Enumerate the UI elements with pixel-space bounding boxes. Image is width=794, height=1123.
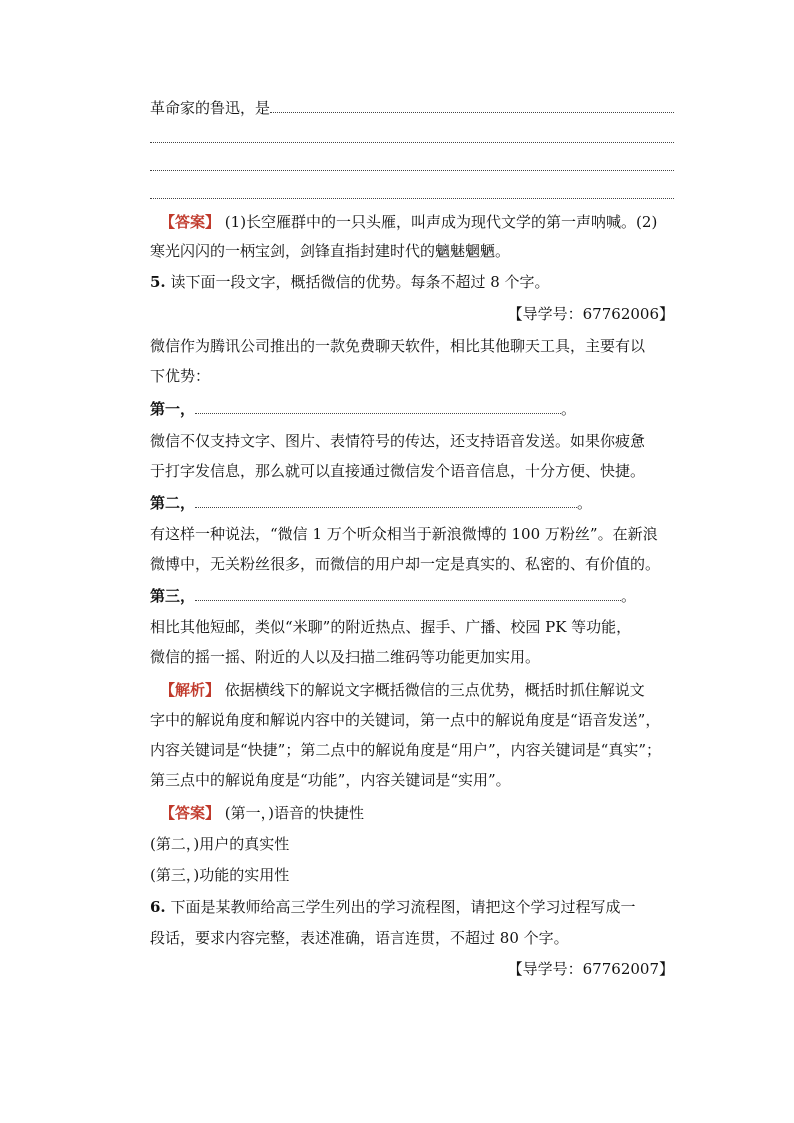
q5-para2-line-1: [150, 520, 676, 548]
answer-tag: 【答案】: [160, 213, 221, 231]
q5-para3-text-1: 相比其他短邮，类似“米聊”的附近热点、握手、广播、校园 PK 等功能，: [150, 618, 632, 636]
question-number: 6.: [150, 898, 166, 916]
q5-intro-text-2: 下优势：: [150, 367, 211, 385]
q4-tail-prefix: 革命家的鲁迅，是: [150, 99, 271, 117]
q5-intro-line-1: [150, 332, 676, 360]
q5-analysis-line-4: [150, 766, 676, 794]
q6-prompt-line-1: [150, 893, 676, 921]
q5-analysis-text-4: 第三点中的解说角度是“功能”，内容关键词是“实用”。: [150, 771, 511, 789]
q5-para3-line-2: [150, 643, 676, 671]
q5-analysis-text-3: 内容关键词是“快捷”；第二点中的解说角度是“用户”，内容关键词是“真实”；: [150, 741, 662, 759]
answer-blank-line[interactable]: [150, 170, 674, 171]
q5-answer-text-2: (第二，)用户的真实性: [150, 835, 290, 853]
answer-blank-line[interactable]: [150, 198, 674, 199]
q5-guide: [450, 300, 674, 328]
q4-answer-text-1: (1)长空雁群中的一只头雁，叫声成为现代文学的第一声呐喊。(2): [224, 213, 658, 231]
q5-answer-text-3: (第三，)功能的实用性: [150, 866, 290, 884]
question-number: 5.: [150, 273, 166, 291]
answer-tag: 【答案】: [160, 804, 221, 822]
third-label: 第三，: [150, 587, 196, 605]
q5-para2-text-1: 有这样一种说法，“微信 1 万个听众相当于新浪微博的 100 万粉丝”。在新浪: [150, 525, 658, 543]
q5-intro-text-1: 微信作为腾讯公司推出的一款免费聊天软件，相比其他聊天工具，主要有以: [150, 337, 646, 355]
q5-para1-line-1: [150, 427, 676, 455]
q5-para1-text-1: 微信不仅支持文字、图片、表情符号的传达，还支持语音发送。如果你疲惫: [150, 432, 646, 450]
q5-para2-line-2: [150, 550, 676, 578]
answer-blank[interactable]: [270, 98, 674, 113]
q4-answer-line-1: [160, 208, 686, 236]
second-label: 第二，: [150, 494, 196, 512]
q6-prompt-text-1: 下面是某教师给高三学生列出的学习流程图，请把这个学习过程写成一: [170, 898, 636, 916]
q4-answer-line-2: [150, 237, 676, 265]
q5-analysis-line-3: [150, 736, 676, 764]
first-label: 第一，: [150, 400, 196, 418]
answer-blank[interactable]: [195, 399, 561, 414]
q5-first-line: [150, 395, 676, 423]
q5-second-line: [150, 489, 676, 517]
guide-number: 【导学号：67762007】: [507, 960, 674, 978]
guide-number: 【导学号：67762006】: [507, 305, 674, 323]
q6-prompt-text-2: 段话，要求内容完整，表述准确，语言连贯，不超过 80 个字。: [150, 929, 569, 947]
answer-blank-line[interactable]: [150, 142, 674, 143]
q5-third-line: [150, 582, 676, 610]
answer-blank[interactable]: [195, 586, 621, 601]
q5-analysis-line-1: [160, 676, 686, 704]
q5-answer-line-2: [150, 830, 676, 858]
q5-para3-line-1: [150, 613, 676, 641]
q5-para1-text-2: 于打字发信息，那么就可以直接通过微信发个语音信息，十分方便、快捷。: [150, 462, 646, 480]
q5-analysis-text-2: 字中的解说角度和解说内容中的关键词，第一点中的解说角度是“语音发送”，: [150, 711, 661, 729]
q5-answer-line-3: [150, 861, 676, 889]
answer-blank[interactable]: [195, 493, 577, 508]
q5-analysis-line-2: [150, 706, 676, 734]
q5-prompt-line: [150, 268, 676, 296]
second-end: 。: [577, 494, 593, 512]
q5-para1-line-2: [150, 457, 676, 485]
q5-prompt: 读下面一段文字，概括微信的优势。每条不超过 8 个字。: [170, 273, 550, 291]
analysis-tag: 【解析】: [160, 681, 221, 699]
third-end: 。: [621, 587, 637, 605]
first-end: 。: [561, 400, 577, 418]
q6-prompt-line-2: [150, 924, 676, 952]
q5-para2-text-2: 微博中，无关粉丝很多，而微信的用户却一定是真实的、私密的、有价值的。: [150, 555, 661, 573]
q4-answer-text-2: 寒光闪闪的一柄宝剑，剑锋直指封建时代的魑魅魍魉。: [150, 242, 511, 260]
q5-answer-line-1: [160, 799, 686, 827]
q6-guide: [450, 955, 674, 983]
q5-answer-text-1: (第一，)语音的快捷性: [224, 804, 365, 822]
q5-para3-text-2: 微信的摇一摇、附近的人以及扫描二维码等功能更加实用。: [150, 648, 541, 666]
q5-intro-line-2: [150, 362, 676, 390]
q4-tail-line: [150, 94, 676, 122]
q5-analysis-text-1: 依据横线下的解说文字概括微信的三点优势，概括时抓住解说文: [224, 681, 645, 699]
